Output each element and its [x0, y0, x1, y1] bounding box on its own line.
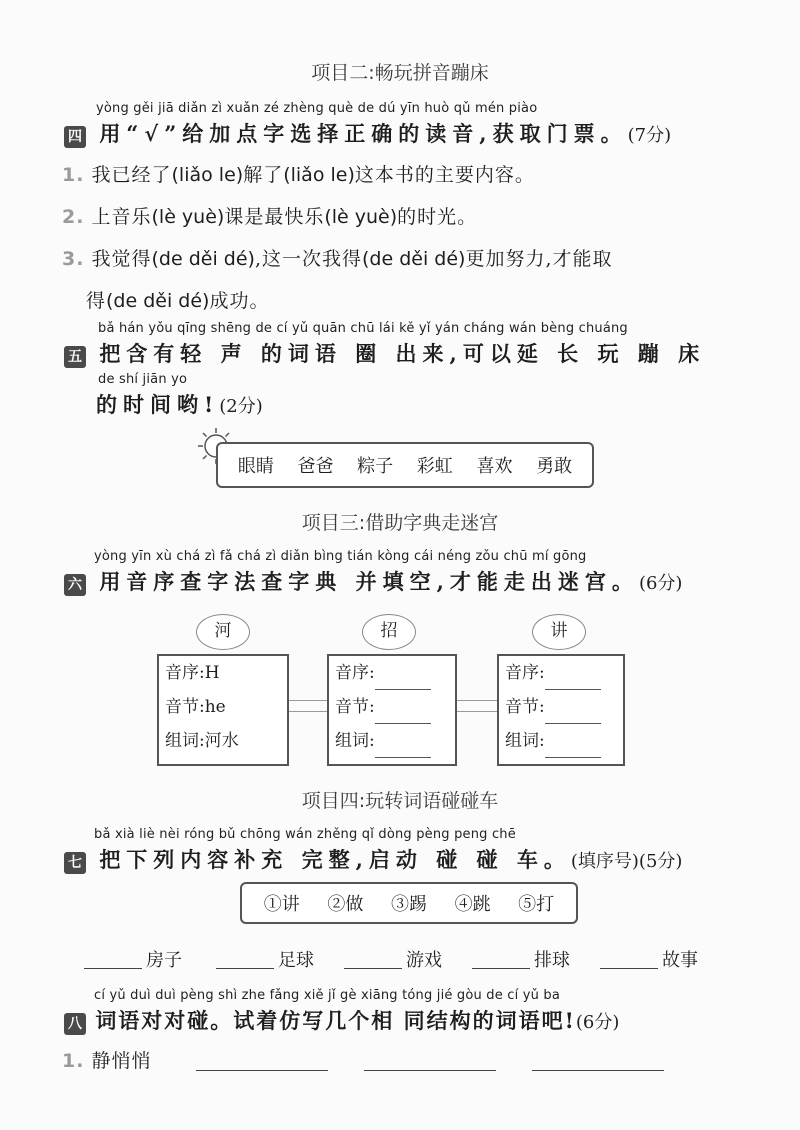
dictionary-card: [157, 654, 289, 766]
fill-word: 排球: [534, 950, 570, 971]
card-row-zuci: 组词:河水: [165, 731, 239, 751]
q4-score: (7分): [627, 125, 672, 146]
q7-pinyin: bǎ xià liè nèi róng bǔ chōng wán zhěng qǐ dòng pèng peng chē: [94, 827, 516, 842]
answer-blank[interactable]: [375, 737, 431, 758]
q6-pinyin: yòng yīn xù chá zì fǎ chá zì diǎn bìng tián kòng cái néng zǒu chū mí gōng: [94, 549, 587, 564]
q7-instruction: 把下列内容补充 完整,启动 碰 碰 车。: [99, 847, 571, 872]
sentence-part: 我已经了: [91, 164, 172, 186]
char-bubble: 招: [362, 614, 416, 650]
q8-badge: 八: [64, 1013, 86, 1035]
q5-word-box: [216, 442, 594, 488]
q5-badge: 五: [64, 346, 86, 368]
q7-score: (5分): [638, 851, 683, 872]
q4-item-1: [62, 160, 535, 187]
q5-instruction-2: 的时间哟!: [96, 392, 220, 417]
card-row-zuci: 组词:: [329, 724, 455, 758]
answer-line[interactable]: [532, 1070, 664, 1071]
word-option[interactable]: 勇敢: [536, 456, 573, 477]
card-row-yinjie: 音节:he: [165, 697, 226, 717]
sentence-part: 更加努力,才能取: [465, 248, 613, 270]
q6-instruction: 用音序查字法查字典 并填空,才能走出迷宫。: [99, 569, 639, 594]
answer-blank[interactable]: [375, 669, 431, 690]
char-bubble: 河: [196, 614, 250, 650]
q4-item-3-cont: [86, 286, 269, 313]
example-word: 静悄悄: [91, 1050, 152, 1072]
sentence-part: ,这一次我得: [254, 248, 362, 270]
word-option[interactable]: 彩虹: [416, 456, 453, 477]
q8-item-1: [62, 1046, 152, 1073]
q8-pinyin: cí yǔ duì duì pèng shì zhe fǎng xiě jǐ gè xiāng tóng jié gòu de cí yǔ ba: [94, 988, 561, 1003]
section-title-4: 项目四:玩转词语碰碰车: [301, 790, 499, 812]
q4-pinyin: yòng gěi jiā diǎn zì xuǎn zé zhèng què de dú yīn huò qǔ mén piào: [96, 101, 538, 116]
answer-line[interactable]: [196, 1070, 328, 1071]
sentence-part: 上音乐: [91, 206, 152, 228]
sentence-part: 我觉得: [91, 248, 152, 270]
q5-score: (2分): [219, 396, 263, 417]
answer-blank[interactable]: [545, 703, 601, 724]
option-item: ⑤打: [518, 894, 555, 915]
q7-heading: [64, 844, 682, 874]
item-number: 3.: [62, 248, 85, 270]
card-row-yinxu: 音序:H: [165, 663, 220, 683]
fill-word: 房子: [146, 950, 182, 971]
sentence-part: 得: [86, 290, 107, 312]
word-option[interactable]: 眼睛: [237, 456, 274, 477]
fill-blank[interactable]: [84, 968, 142, 969]
fill-blank[interactable]: [344, 968, 402, 969]
card-row-zuci: 组词:: [499, 724, 623, 758]
option-item: ④跳: [454, 894, 491, 915]
fill-blank[interactable]: [472, 968, 530, 969]
q6-heading: [64, 566, 682, 596]
option-item: ③踢: [390, 894, 427, 915]
fill-word: 足球: [278, 950, 314, 971]
word-option[interactable]: 喜欢: [476, 456, 513, 477]
q8-score: (6分): [575, 1012, 620, 1033]
q8-heading: [64, 1005, 619, 1035]
pinyin-choices[interactable]: (de děi dé): [106, 290, 210, 312]
pinyin-choices[interactable]: (liǎo le): [283, 164, 355, 186]
q4-item-3: [62, 244, 612, 271]
answer-line[interactable]: [364, 1070, 496, 1071]
section-title-3: 项目三:借助字典走迷宫: [301, 512, 499, 534]
answer-blank[interactable]: [375, 703, 431, 724]
fill-word: 故事: [662, 950, 698, 971]
section-title-2: 项目二:畅玩拼音蹦床: [311, 62, 489, 84]
sentence-part: 课是最快乐: [224, 206, 325, 228]
sentence-part: 成功。: [209, 290, 270, 312]
q7-options-box: [240, 882, 578, 924]
word-option[interactable]: 粽子: [357, 456, 394, 477]
q4-heading: [64, 118, 671, 148]
q6-score: (6分): [638, 573, 683, 594]
q5-instruction-1: 把含有轻 声 的词语 圈 出来,可以延 长 玩 蹦 床: [99, 341, 706, 366]
fill-blank[interactable]: [600, 968, 658, 969]
q5-heading: [64, 338, 705, 368]
q7-badge: 七: [64, 852, 86, 874]
card-row-yinjie: 音节:: [499, 690, 623, 724]
q5-pinyin-1: bǎ hán yǒu qīng shēng de cí yǔ quān chū lái kě yǐ yán cháng wán bèng chuáng: [98, 321, 628, 336]
pinyin-choices[interactable]: (lè yuè): [151, 206, 225, 228]
q8-instruction: 词语对对碰。试着仿写几个相 同结构的词语吧!: [95, 1008, 576, 1033]
dictionary-card: [327, 654, 457, 766]
sentence-part: 这本书的主要内容。: [354, 164, 535, 186]
option-item: ①讲: [263, 894, 300, 915]
dictionary-card: [497, 654, 625, 766]
sentence-part: 解了: [243, 164, 284, 186]
card-row-yinxu: 音序:: [329, 656, 455, 690]
item-number: 1.: [62, 1050, 85, 1072]
q7-fill-row: [84, 946, 724, 976]
card-row-yinxu: 音序:: [499, 656, 623, 690]
q4-item-2: [62, 202, 477, 229]
pinyin-choices[interactable]: (de děi dé): [362, 248, 466, 270]
pinyin-choices[interactable]: (liǎo le): [171, 164, 244, 186]
card-row-yinjie: 音节:: [329, 690, 455, 724]
answer-blank[interactable]: [545, 737, 601, 758]
fill-blank[interactable]: [216, 968, 274, 969]
q5-pinyin-2: de shí jiān yo: [98, 372, 188, 387]
answer-blank[interactable]: [545, 669, 601, 690]
sentence-part: 的时光。: [397, 206, 478, 228]
option-item: ②做: [327, 894, 364, 915]
q7-paren: (填序号): [570, 851, 639, 872]
maze-connector: [453, 700, 499, 712]
q6-badge: 六: [64, 574, 86, 596]
q4-badge: 四: [64, 126, 86, 148]
maze-connector: [285, 700, 329, 712]
pinyin-choices[interactable]: (lè yuè): [324, 206, 398, 228]
q5-heading-2: [96, 389, 263, 419]
word-option[interactable]: 爸爸: [297, 456, 334, 477]
char-bubble: 讲: [532, 614, 586, 650]
fill-word: 游戏: [406, 950, 442, 971]
q4-instruction: 用“√”给加点字选择正确的读音,获取门票。: [99, 121, 628, 146]
item-number: 2.: [62, 206, 85, 228]
item-number: 1.: [62, 164, 85, 186]
pinyin-choices[interactable]: (de děi dé): [151, 248, 255, 270]
